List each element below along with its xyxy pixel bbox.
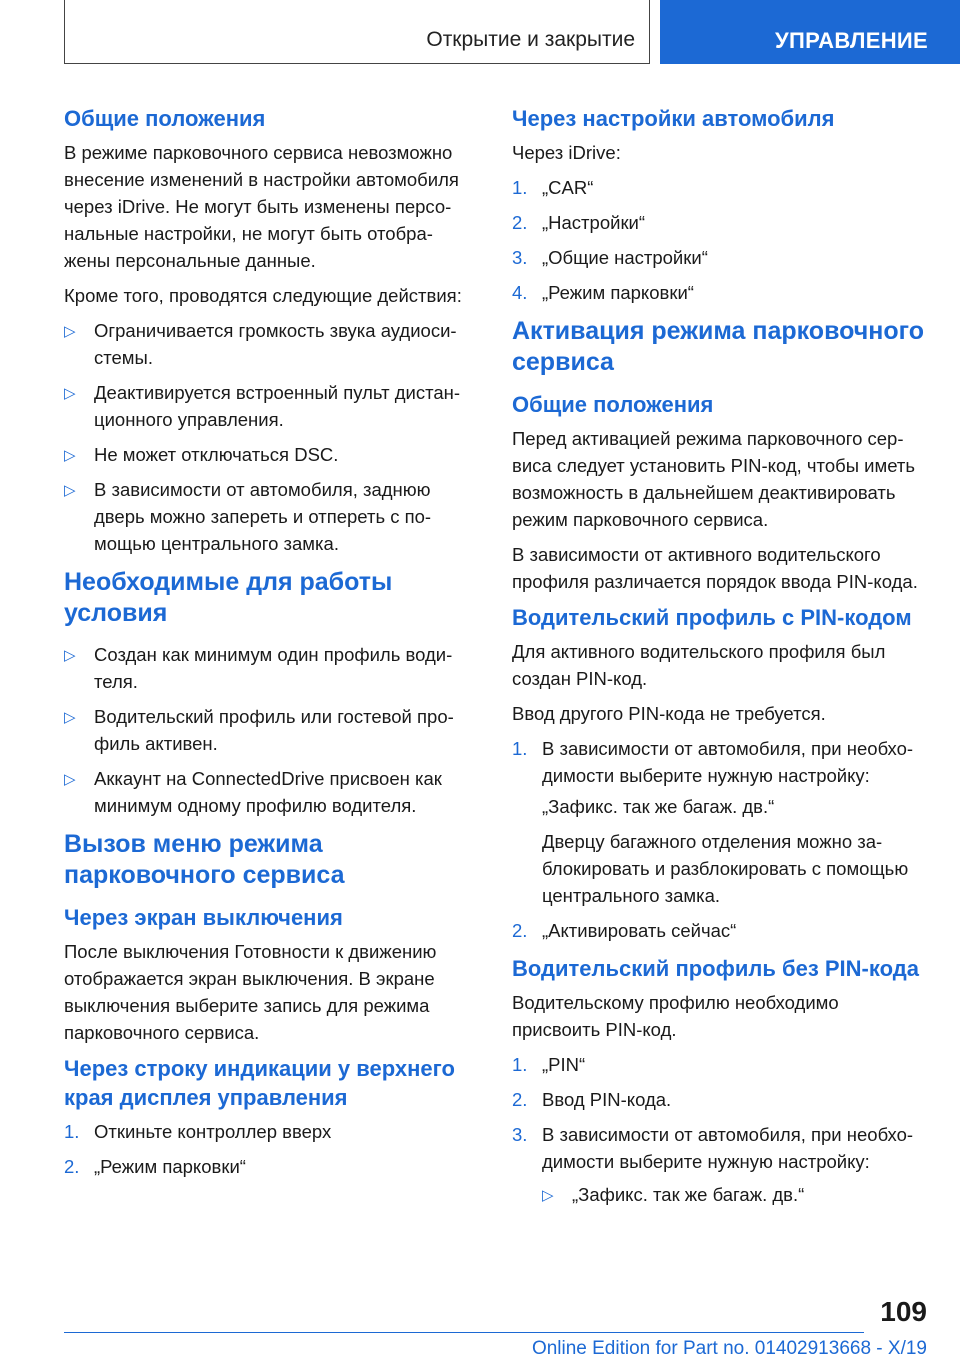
- step-number: 2.: [512, 920, 528, 941]
- list-item: [64, 317, 476, 371]
- step-number: 1.: [512, 1054, 528, 1075]
- list-item-text: „Общие настройки“: [542, 247, 708, 268]
- footer-edition: Online Edition for Part no. 01402913668 - X/19: [531, 1338, 927, 1359]
- right-s1-paragraph: Через iDrive:: [512, 142, 621, 163]
- triangle-bullet-icon: ▷: [64, 647, 76, 664]
- right-s2-sub2-title: Водительский профиль с PIN-кодом: [512, 605, 912, 630]
- triangle-bullet-icon: ▷: [64, 323, 76, 340]
- step-number: 3.: [512, 247, 528, 268]
- list-item: [512, 1121, 924, 1208]
- left-column: [64, 100, 476, 1190]
- list-item-text: Водительский профиль или гостевой про-филь активен.: [94, 706, 454, 754]
- nested-bullet-list: [542, 1181, 924, 1208]
- right-s2-sub2-paragraph-2: Ввод другого PIN-кода не требуется.: [512, 703, 826, 724]
- list-item: [64, 441, 476, 468]
- list-item: [512, 279, 924, 306]
- list-item: [512, 244, 924, 271]
- list-item: [64, 703, 476, 757]
- step-number: 1.: [64, 1121, 80, 1142]
- list-item-text: Создан как минимум один профиль води-теля.: [94, 644, 453, 692]
- list-item-text: „Режим парковки“: [94, 1156, 246, 1177]
- list-item: [512, 1086, 924, 1113]
- page-number: 109: [880, 1296, 927, 1327]
- list-item-text: Не может отключаться DSC.: [94, 444, 339, 465]
- triangle-bullet-icon: ▷: [64, 482, 76, 499]
- left-s3-sub1-paragraph: После выключения Готовности к движению отображается экран выключения. В экране выключения выберите запись для режима парковочного сервиса.: [64, 941, 437, 1043]
- left-s1-paragraph-2: Кроме того, проводятся следующие действия:: [64, 285, 462, 306]
- list-item-text: „Режим парковки“: [542, 282, 694, 303]
- right-s2-sub3-title: Водительский профиль без PIN-кода: [512, 956, 919, 981]
- right-s2-sub2-paragraph-1: Для активного водительского профиля был создан PIN-код.: [512, 641, 886, 689]
- list-item: [542, 1181, 924, 1208]
- right-s2-sub3-steps: [512, 1051, 924, 1208]
- step-number: 2.: [512, 1089, 528, 1110]
- right-s2-sub2-steps: [512, 735, 924, 944]
- right-s1-title: Через настройки автомобиля: [512, 106, 835, 131]
- list-item-text: В зависимости от автомобиля, при необхо-димости выберите нужную настройку:: [542, 1124, 914, 1172]
- step-number: 1.: [512, 177, 528, 198]
- triangle-bullet-icon: ▷: [542, 1187, 554, 1204]
- header-chapter-box: [660, 0, 960, 64]
- list-item-text: В зависимости от автомобиля, при необхо-димости выберите нужную настройку:: [542, 738, 914, 786]
- right-s2-sub1-paragraph-1: Перед активацией режима парковочного сер-виса следует установить PIN-код, чтобы иметь возможность в дальнейшем деактивировать режим парковочного сервиса.: [512, 428, 915, 530]
- right-s1-steps: [512, 174, 924, 306]
- list-item: [64, 641, 476, 695]
- step-subtext-1: „Зафикс. так же багаж. дв.“: [542, 796, 775, 817]
- list-item: [512, 735, 924, 909]
- right-s2-title: Активация режима парковочного сервиса: [512, 317, 924, 376]
- list-item-text: „Зафикс. так же багаж. дв.“: [572, 1184, 805, 1205]
- left-s1-title: Общие положения: [64, 106, 266, 131]
- list-item: [64, 1153, 476, 1180]
- header-section-title: Открытие и закрытие: [426, 28, 635, 51]
- list-item: [512, 917, 924, 944]
- list-item-text: Ввод PIN-кода.: [542, 1089, 672, 1110]
- list-item-text: „Активировать сейчас“: [542, 920, 737, 941]
- left-s2-title: Необходимые для работы условия: [64, 568, 393, 627]
- step-number: 1.: [512, 738, 528, 759]
- header-chapter-title: УПРАВЛЕНИЕ: [775, 28, 928, 53]
- left-s3-title: Вызов меню режима парковочного сервиса: [64, 830, 345, 889]
- list-item: [64, 765, 476, 819]
- list-item: [512, 1051, 924, 1078]
- list-item-text: „CAR“: [542, 177, 594, 198]
- list-item-text: Ограничивается громкость звука аудиоси-стемы.: [94, 320, 457, 368]
- triangle-bullet-icon: ▷: [64, 385, 76, 402]
- right-s2-sub1-paragraph-2: В зависимости от активного водительского профиля различается порядок ввода PIN-кода.: [512, 544, 918, 592]
- left-s2-bullet-list: [64, 641, 476, 819]
- list-item-text: Деактивируется встроенный пульт дистан-ционного управления.: [94, 382, 461, 430]
- header-section-box: [64, 0, 650, 64]
- triangle-bullet-icon: ▷: [64, 771, 76, 788]
- list-item: [512, 209, 924, 236]
- list-item-text: „PIN“: [542, 1054, 586, 1075]
- triangle-bullet-icon: ▷: [64, 709, 76, 726]
- left-s1-bullet-list: [64, 317, 476, 557]
- step-subtext-2: Дверцу багажного отделения можно за-блокировать и разблокировать с помощью центрального замка.: [542, 831, 909, 906]
- footer-divider: [64, 1332, 864, 1333]
- left-s3-sub1-title: Через экран выключения: [64, 905, 343, 930]
- list-item: [512, 174, 924, 201]
- step-number: 2.: [512, 212, 528, 233]
- list-item-text: „Настройки“: [542, 212, 646, 233]
- list-item-text: В зависимости от автомобиля, заднюю дверь можно запереть и отпереть с по-мощью центрального замка.: [94, 479, 432, 554]
- step-number: 2.: [64, 1156, 80, 1177]
- right-column: [512, 100, 924, 1218]
- list-item: [64, 476, 476, 557]
- list-item-text: Аккаунт на ConnectedDrive присвоен как минимум одному профилю водителя.: [94, 768, 442, 816]
- left-s3-sub2-steps: [64, 1118, 476, 1180]
- triangle-bullet-icon: ▷: [64, 447, 76, 464]
- list-item: [64, 379, 476, 433]
- left-s1-paragraph-1: В режиме парковочного сервиса невозможно внесение изменений в настройки автомобиля через iDrive. Не могут быть изменены персо-нальные настройки, не могут быть отобра-жены персональные данные.: [64, 142, 459, 271]
- list-item-text: Откиньте контроллер вверх: [94, 1121, 332, 1142]
- left-s3-sub2-title: Через строку индикации у верхнего края дисплея управления: [64, 1056, 455, 1110]
- list-item: [64, 1118, 476, 1145]
- step-number: 3.: [512, 1124, 528, 1145]
- step-number: 4.: [512, 282, 528, 303]
- right-s2-sub1-title: Общие положения: [512, 392, 714, 417]
- right-s2-sub3-paragraph: Водительскому профилю необходимо присвоить PIN-код.: [512, 992, 839, 1040]
